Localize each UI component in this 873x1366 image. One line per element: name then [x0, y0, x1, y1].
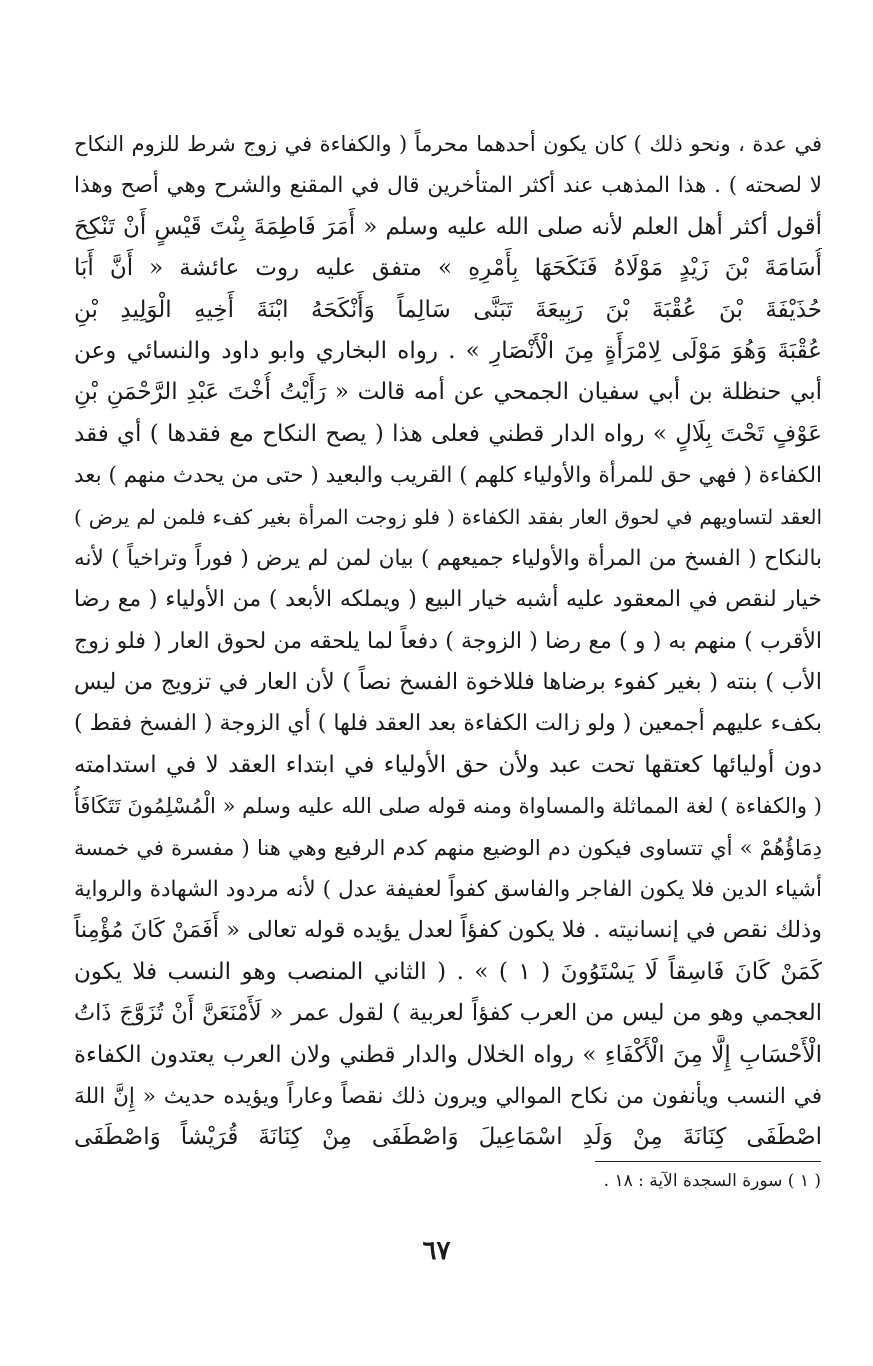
text-line: الْأَحْسَابِ إِلَّا مِنَ الْأَكْفَاءِ » رواه الخلال والدار قطني ولان العرب يعتدون الكفاءة: [74, 1041, 822, 1068]
text-line: خيار لنقص في المعقود عليه أشبه خيار البيع ( ويملكه الأبعد ) من الأولياء ( مع رضا: [74, 587, 822, 613]
text-line: في النسب ويأنفون من نكاح الموالي ويرون ذلك نقصاً وعاراً ويؤيده حديث « إِنَّ اللهَ: [74, 1083, 822, 1109]
text-line: ( والكفاءة ) لغة المماثلة والمساواة ومنه قوله صلى الله عليه وسلم « الْمُسْلِمُونَ تَتَكَافَأُ: [74, 794, 822, 819]
text-line: الأب ) بنته ( بغير كفوء برضاها فللاخوة الفسخ نصاً ) لأن العار في تزويج من ليس: [74, 669, 822, 696]
text-line: العقد لتساويهم في لحوق العار بفقد الكفاءة ( فلو زوجت المرأة بغير كفء فلمن لم يرض ): [74, 504, 822, 529]
text-line: أُسَامَةَ بْنَ زَيْدٍ مَوْلَاهُ فَنَكَحَهَا بِأَمْرِهِ » متفق عليه روت عائشة « أَنَّ أَبَا: [74, 255, 822, 282]
text-line: كَمَنْ كَانَ فَاسِقاً لَا يَسْتَوُونَ ( ١ ) » . ( الثاني المنصب وهو النسب فلا يكون: [74, 958, 822, 985]
text-line: وذلك نقص في إنسانيته . فلا يكون كفؤاً لعدل يؤيده قوله تعالى « أَفَمَنْ كَانَ مُؤْمِناً: [74, 917, 822, 944]
text-line: عَوْفٍ تَحْتَ بِلَالٍ » رواه الدار قطني فعلى هذا ( يصح النكاح مع فقدها ) أي فقد: [74, 420, 822, 447]
text-line: العجمي وهو من ليس من العرب كفؤاً لعربية ) لقول عمر « لَأَمْنَعَنَّ أَنْ تُزَوَّجَ ذَاتُ: [74, 1000, 822, 1027]
text-line: في عدة ، ونحو ذلك ) كان يكون أحدهما محرماً ( والكفاءة في زوج شرط للزوم النكاح: [74, 132, 822, 156]
text-line: الأقرب ) منهم به ( و ) مع رضا ( الزوجة ) دفعاً لما يلحقه من لحوق العار ( فلو زوج: [74, 628, 822, 654]
footnote-divider: [595, 1161, 821, 1162]
text-line: اصْطَفَى كِنَانَةَ مِنْ وَلَدِ اسْمَاعِيلَ وَاصْطَفَى مِنْ كِنَانَةَ قُرَيْشاً وَاصْطَفَى: [74, 1124, 822, 1151]
footnote: ( ١ ) سورة السجدة الآية : ١٨ .: [603, 1171, 821, 1191]
page-number: ٦٧: [422, 1236, 451, 1266]
text-line: أشياء الدين فلا يكون الفاجر والفاسق كفواً لعفيفة عدل ) لأنه مردود الشهادة والرواية: [74, 877, 822, 903]
text-line: بكفء عليهم أجمعين ( ولو زالت الكفاءة بعد العقد فلها ) أي الزوجة ( الفسخ فقط ): [74, 711, 822, 737]
text-line: عُقْبَةَ وَهُوَ مَوْلَى لِامْرَأَةٍ مِنَ الْأَنْصَارِ » . رواه البخاري وابو داود والنسائي وعن: [74, 337, 822, 364]
text-line: بالنكاح ( الفسخ من المرأة والأولياء جميعهم ) بيان لمن لم يرض ( فوراً وتراخياً ) لأنه: [74, 545, 822, 571]
text-line: دِمَاؤُهُمْ » أي تتساوى فيكون دم الوضيع منهم كدم الرفيع وهي هنا ( مفسرة في خمسة: [74, 835, 822, 860]
text-line: دون أوليائها كعتقها تحت عبد ولأن حق الأولياء في ابتداء العقد لا في استدامته: [74, 751, 822, 778]
main-text-block: [74, 124, 822, 1159]
text-line: أبي حنظلة بن أبي سفيان الجمحي عن أمه قالت « رَأَيْتُ أُخْتَ عَبْدِ الرَّحْمَنِ بْنِ: [74, 379, 822, 406]
text-line: أقول أكثر أهل العلم لأنه صلى الله عليه وسلم « أَمَرَ فَاطِمَةَ بِنْتَ قَيْسٍ أَنْ تَنْكِحَ: [74, 213, 822, 240]
text-line: حُذَيْفَةَ بْنَ عُقْبَةَ بْنَ رَبِيعَةَ تَبَنَّى سَالِماً وَأَنْكَحَهُ ابْنَةَ أَخِيهِ الْوَلِيدِ بْنِ: [74, 296, 822, 323]
text-line: الكفاءة ( فهي حق للمرأة والأولياء كلهم ) القريب والبعيد ( حتى من يحدث منهم ) بعد: [74, 463, 822, 489]
text-line: لا لصحته ) . هذا المذهب عند أكثر المتأخرين قال في المقنع والشرح وهي أصح وهذا: [74, 173, 822, 199]
